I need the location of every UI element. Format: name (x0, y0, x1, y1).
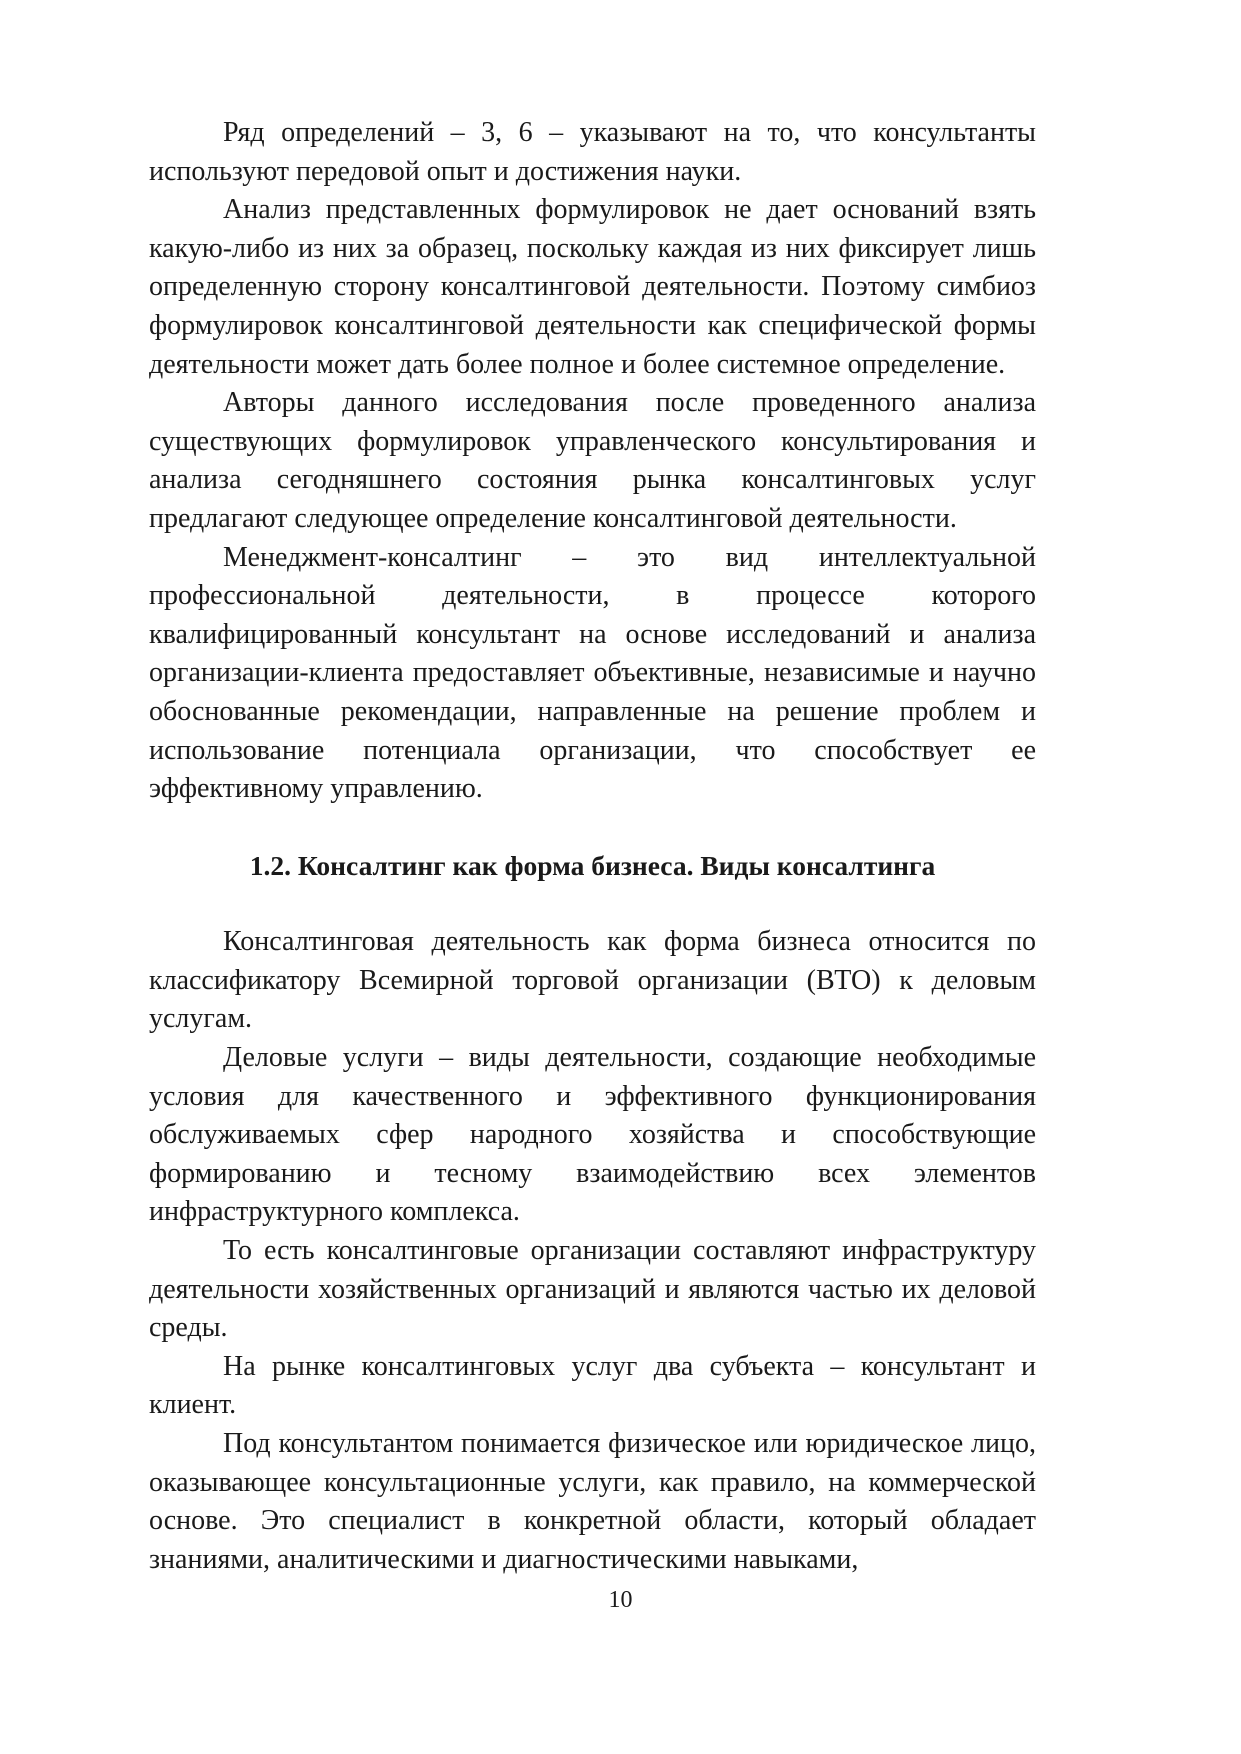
section-heading: 1.2. Консалтинг как форма бизнеса. Виды консалтинга (249, 849, 936, 881)
document-page (149, 114, 1036, 1579)
paragraph-4-definition: Менеджмент-консалтинг – это вид интеллектуальной профессиональной деятельности, в процессе которого квалифицированный консультант на основе исследований и анализа организации-клиента предоставляет объективные, независимые и научно обоснованные рекомендации, направленные на решение проблем и использование потенциала организации, что способствует ее эффективному управлению. (149, 541, 1036, 805)
paragraph-1: Ряд определений – 3, 6 – указывают на то, что консультанты используют передовой опыт и достижения науки. (149, 117, 1036, 187)
paragraph-5: Консалтинговая деятельность как форма бизнеса относится по классификатору Всемирной торговой организации (ВТО) к деловым услугам. (149, 926, 1036, 1035)
page-number: 10 (608, 1587, 633, 1613)
paragraph-8: На рынке консалтинговых услуг два субъекта – консультант и клиент. (149, 1350, 1036, 1421)
paragraph-3: Авторы данного исследования после проведенного анализа существующих формулировок управленческого консультирования и анализа сегодняшнего состояния рынка консалтинговых услуг предлагают следующее определение консалтинговой деятельности. (149, 387, 1036, 534)
paragraph-7: То есть консалтинговые организации составляют инфраструктуру деятельности хозяйственных организаций и являются частью их деловой среды. (149, 1235, 1036, 1344)
paragraph-6: Деловые услуги – виды деятельности, создающие необходимые условия для качественного и эффективного функционирования обслуживаемых сфер народного хозяйства и способствующие формированию и тесному взаимодействию всех элементов инфраструктурного комплекса. (149, 1042, 1036, 1228)
paragraph-9: Под консультантом понимается физическое или юридическое лицо, оказывающее консультационные услуги, как правило, на коммерческой основе. Это специалист в конкретной области, который обладает знаниями, аналитическими и диагностическими навыками, (149, 1428, 1036, 1575)
paragraph-2: Анализ представленных формулировок не дает оснований взять какую-либо из них за образец, поскольку каждая из них фиксирует лишь определенную сторону консалтинговой деятельности. Поэтому симбиоз формулировок консалтинговой деятельности как специфической формы деятельности может дать более полное и более системное определение. (149, 194, 1036, 380)
